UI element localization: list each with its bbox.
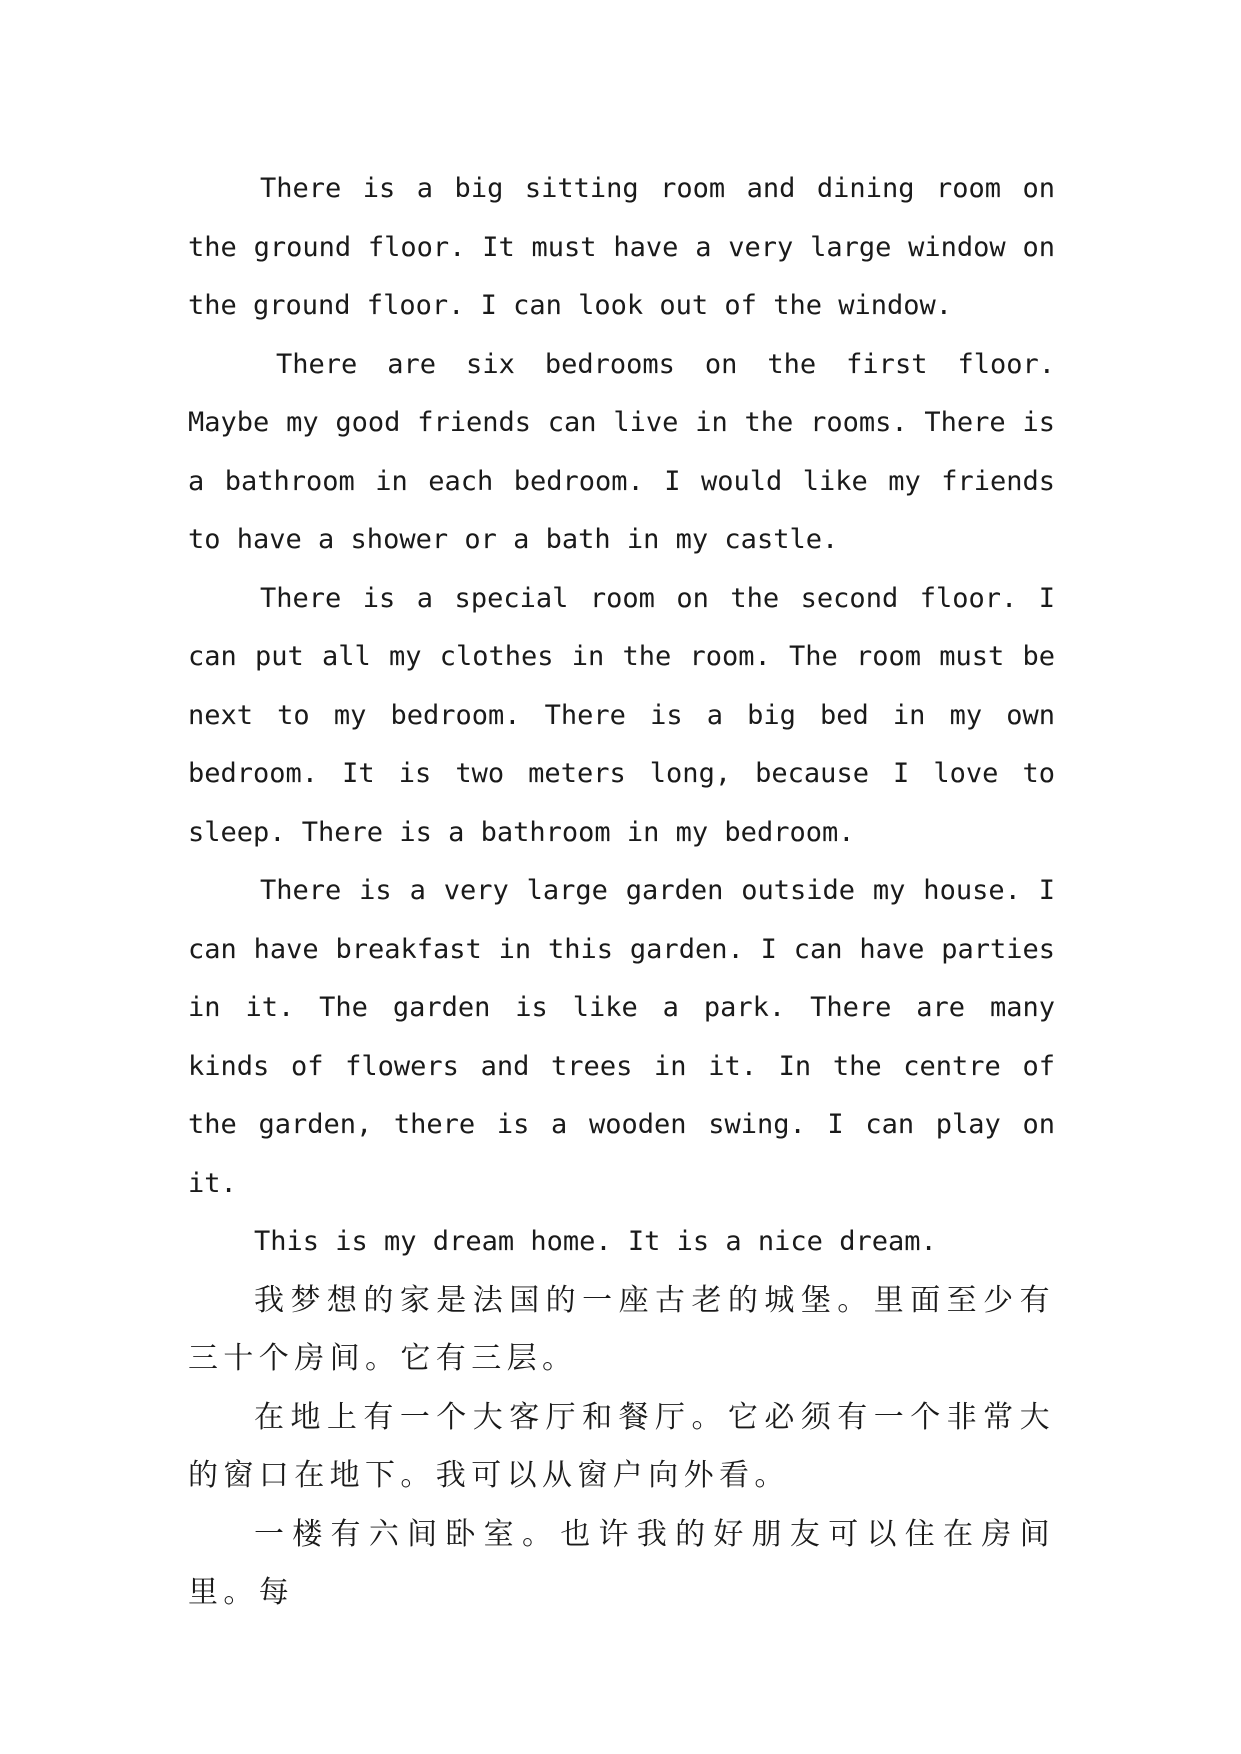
- paragraph-zh-first-floor: 一楼有六间卧室。也许我的好朋友可以住在房间里。每: [188, 1516, 1055, 1610]
- paragraph-zh-ground-floor: 在地上有一个大客厅和餐厅。它必须有一个非常大的窗口在地下。我可以从窗户向外看。: [188, 1399, 1055, 1493]
- paragraph-zh-castle: 我梦想的家是法国的一座古老的城堡。里面至少有三十个房间。它有三层。: [188, 1282, 1055, 1376]
- paragraph-garden: There is a very large garden outside my house. I can have breakfast in this garden. I can have parties in it. The garden is like a park. There are many kinds of flowers and trees in it. In the centre of the garden, there is a wooden swing. I can play on it.: [188, 875, 1055, 1199]
- paragraph-second-floor: There is a special room on the second floor. I can put all my clothes in the room. The room must be next to my bedroom. There is a big bed in my own bedroom. It is two meters long, because I love to sleep. There is a bathroom in my bedroom.: [188, 582, 1055, 848]
- document-page: [188, 160, 1055, 1623]
- paragraph-first-floor: There are six bedrooms on the first floor. Maybe my good friends can live in the rooms. There is a bathroom in each bedroom. I would like my friends to have a shower or a bath in my castle.: [188, 348, 1055, 555]
- paragraph-ground-floor: There is a big sitting room and dining room on the ground floor. It must have a very large window on the ground floor. I can look out of the window.: [188, 173, 1055, 321]
- paragraph-closing: This is my dream home. It is a nice dream.: [254, 1226, 937, 1257]
